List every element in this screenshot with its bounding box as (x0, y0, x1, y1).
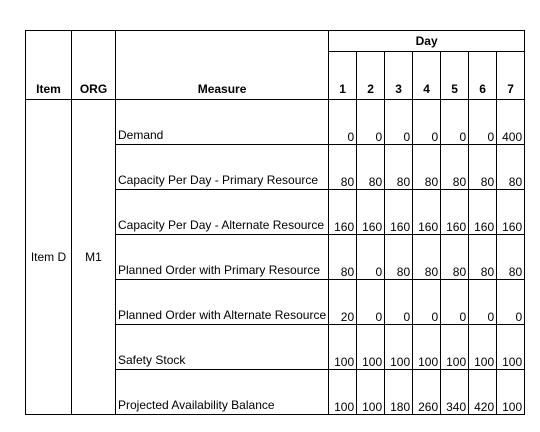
value-cell: 180 (385, 370, 413, 415)
value-cell: 100 (385, 325, 413, 370)
header-measure: Measure (116, 52, 329, 100)
value-cell: 0 (469, 280, 497, 325)
value-cell: 80 (497, 235, 525, 280)
value-cell: 160 (385, 190, 413, 235)
value-cell: 0 (413, 280, 441, 325)
value-cell: 260 (413, 370, 441, 415)
header-day-6: 6 (469, 52, 497, 100)
value-cell: 160 (497, 190, 525, 235)
value-cell: 100 (357, 325, 385, 370)
header-day-7: 7 (497, 52, 525, 100)
value-cell: 80 (441, 235, 469, 280)
value-cell: 100 (441, 325, 469, 370)
value-cell: 80 (413, 145, 441, 190)
header-day-3: 3 (385, 52, 413, 100)
header-day-1: 1 (329, 52, 357, 100)
value-cell: 80 (413, 235, 441, 280)
value-cell: 80 (329, 145, 357, 190)
value-cell: 0 (441, 100, 469, 145)
value-cell: 0 (469, 100, 497, 145)
value-cell: 0 (357, 100, 385, 145)
value-cell: 100 (413, 325, 441, 370)
value-cell: 0 (385, 100, 413, 145)
value-cell: 80 (385, 235, 413, 280)
value-cell: 0 (441, 280, 469, 325)
value-cell: 0 (497, 280, 525, 325)
measure-cell: Demand (116, 100, 329, 145)
value-cell: 80 (357, 145, 385, 190)
header-org: ORG (72, 52, 116, 100)
header-day-5: 5 (441, 52, 469, 100)
value-cell: 100 (469, 325, 497, 370)
value-cell: 80 (497, 145, 525, 190)
value-cell: 80 (469, 235, 497, 280)
value-cell: 420 (469, 370, 497, 415)
value-cell: 0 (385, 280, 413, 325)
value-cell: 80 (469, 145, 497, 190)
header-item-spacer (26, 31, 72, 52)
value-cell: 160 (329, 190, 357, 235)
measure-cell: Capacity Per Day - Primary Resource (116, 145, 329, 190)
value-cell: 340 (441, 370, 469, 415)
value-cell: 80 (329, 235, 357, 280)
value-cell: 160 (441, 190, 469, 235)
org-cell: M1 (72, 100, 116, 415)
measure-cell: Safety Stock (116, 325, 329, 370)
header-day-2: 2 (357, 52, 385, 100)
value-cell: 100 (329, 325, 357, 370)
value-cell: 0 (329, 100, 357, 145)
measure-cell: Capacity Per Day - Alternate Resource (116, 190, 329, 235)
value-cell: 100 (357, 370, 385, 415)
value-cell: 160 (469, 190, 497, 235)
header-org-spacer (72, 31, 116, 52)
measure-cell: Planned Order with Primary Resource (116, 235, 329, 280)
value-cell: 20 (329, 280, 357, 325)
value-cell: 100 (497, 370, 525, 415)
measure-cell: Planned Order with Alternate Resource (116, 280, 329, 325)
measure-cell: Projected Availability Balance (116, 370, 329, 415)
header-item: Item (26, 52, 72, 100)
value-cell: 0 (413, 100, 441, 145)
value-cell: 160 (357, 190, 385, 235)
value-cell: 100 (497, 325, 525, 370)
value-cell: 160 (413, 190, 441, 235)
value-cell: 80 (441, 145, 469, 190)
header-day: Day (329, 31, 525, 52)
value-cell: 400 (497, 100, 525, 145)
table-row (26, 100, 525, 145)
value-cell: 80 (385, 145, 413, 190)
header-measure-spacer (116, 31, 329, 52)
value-cell: 0 (357, 235, 385, 280)
capacity-plan-table (25, 30, 525, 415)
value-cell: 100 (329, 370, 357, 415)
item-cell: Item D (26, 100, 72, 415)
header-day-4: 4 (413, 52, 441, 100)
value-cell: 0 (357, 280, 385, 325)
